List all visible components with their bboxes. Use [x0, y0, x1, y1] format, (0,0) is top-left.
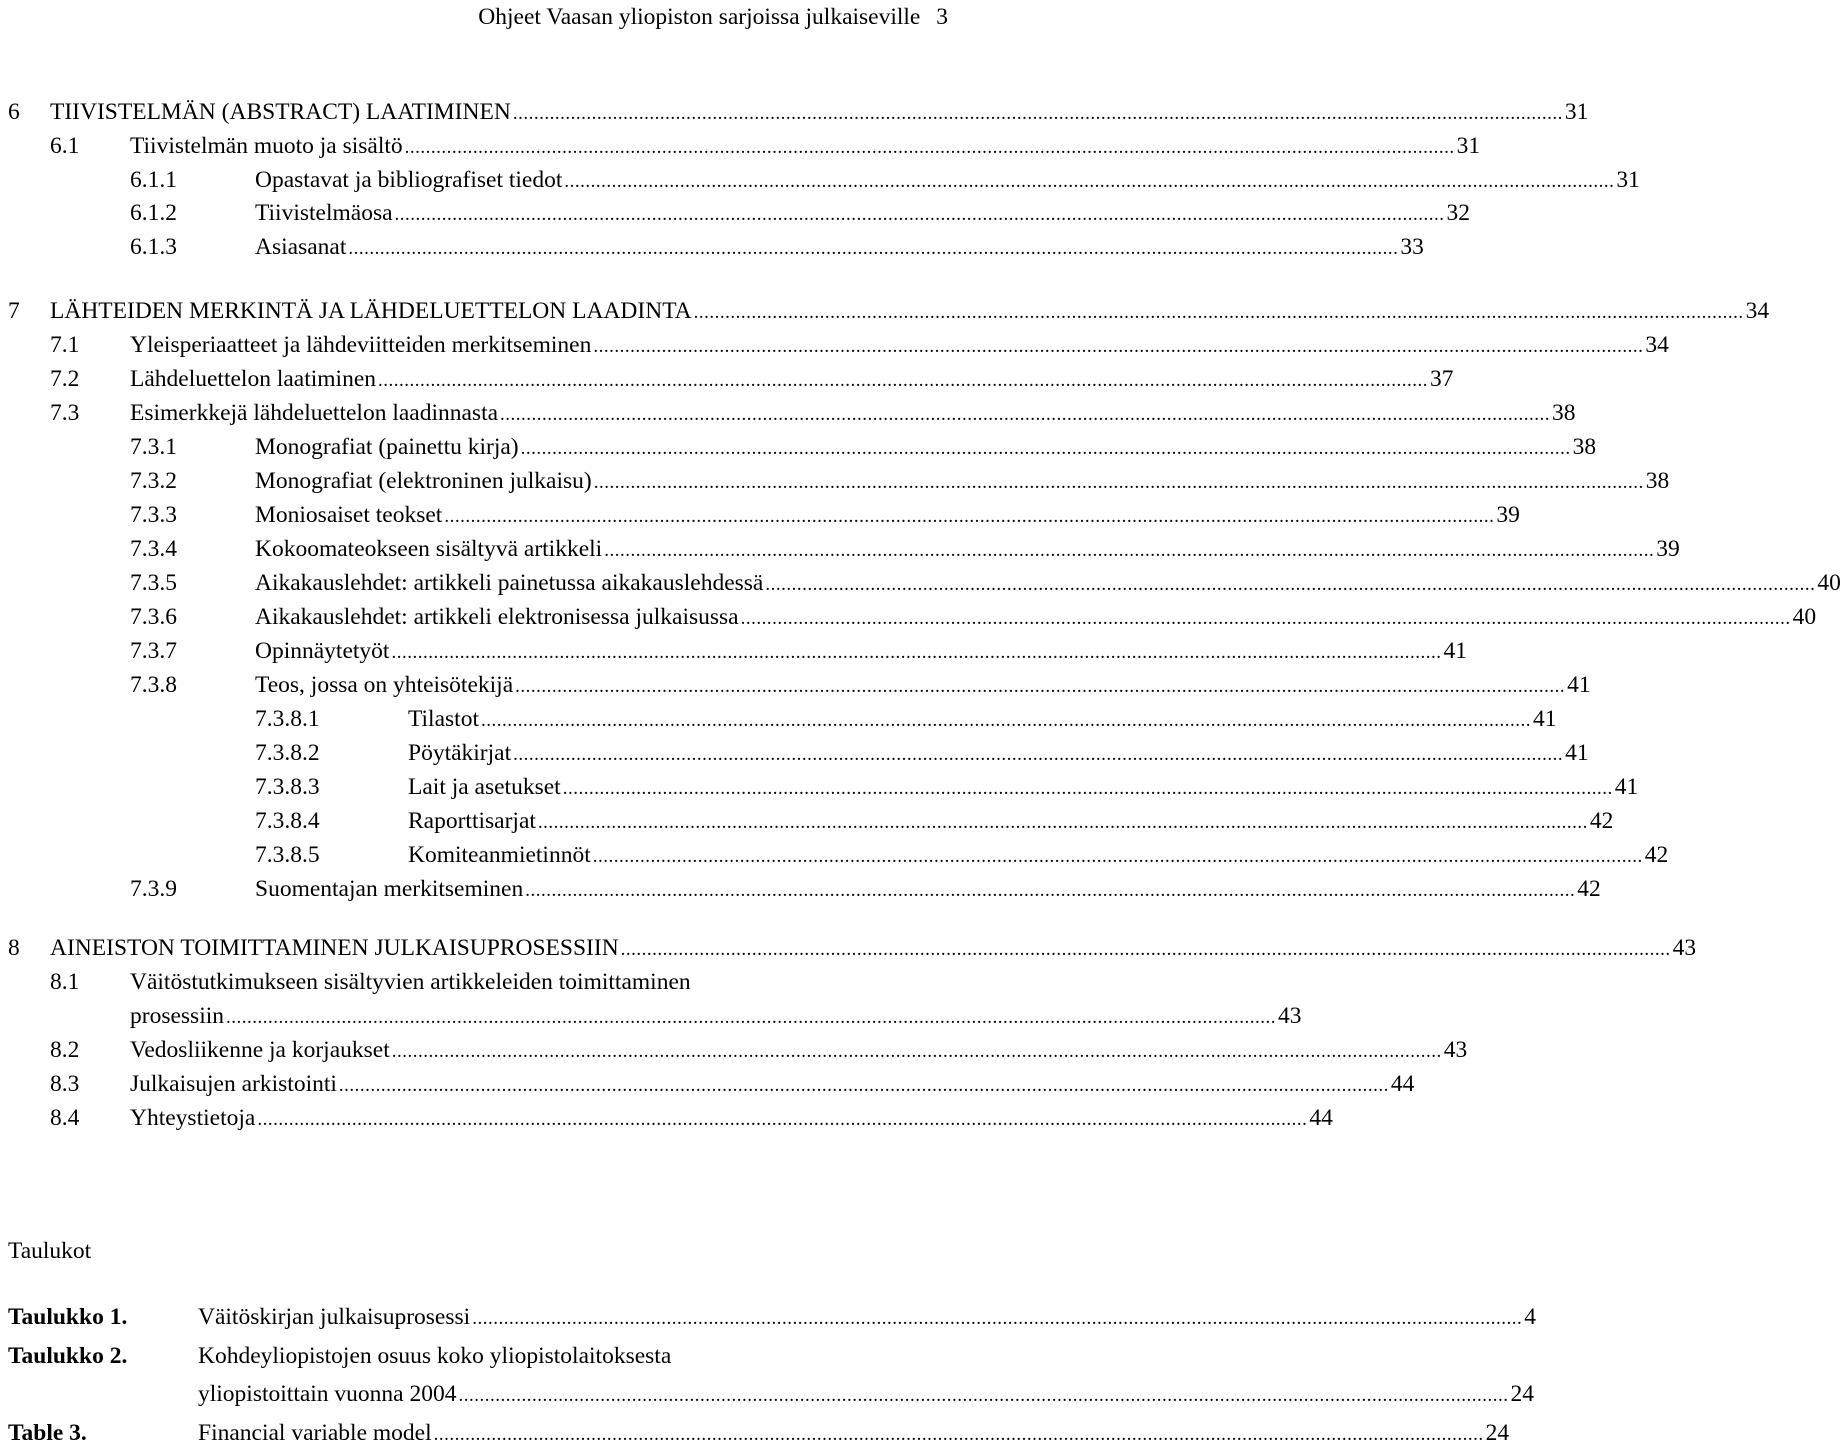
toc-page-number: 41 [1565, 740, 1589, 766]
toc-row[interactable] [0, 502, 1520, 532]
toc-page-number: 39 [1496, 502, 1520, 528]
table-list-row[interactable] [0, 1345, 960, 1373]
toc-title: Opinnäytetyöt [255, 638, 390, 664]
table-number: Taulukko 2. [8, 1343, 128, 1369]
toc-row[interactable] [0, 234, 1424, 264]
table-page-number: 4 [1524, 1304, 1536, 1330]
toc-page-number: 37 [1430, 366, 1454, 392]
dot-leader: ........................................................................................................................................................................................................ [740, 608, 1791, 629]
toc-number: 7.3.5 [130, 570, 177, 596]
toc-page-number: 34 [1745, 298, 1770, 324]
dot-leader: ........................................................................................................................................................................................................ [391, 1041, 1442, 1062]
dot-leader: ........................................................................................................................................................................................................ [257, 1109, 1308, 1130]
toc-title: Esimerkkejä lähdeluettelon laadinnasta [130, 400, 499, 426]
header-page-number: 3 [936, 4, 948, 30]
toc-number: 7 [8, 298, 20, 324]
toc-title: Raporttisarjat [408, 808, 536, 834]
toc-page-number: 31 [1616, 167, 1640, 193]
toc-page-number: 40 [1792, 604, 1817, 630]
toc-row[interactable] [0, 971, 960, 999]
toc-number: 7.3.1 [130, 434, 177, 460]
toc-page-number: 38 [1645, 468, 1670, 494]
tables-heading: Taulukot [8, 1238, 92, 1264]
running-header [478, 6, 948, 30]
table-title: yliopistoittain vuonna 2004 [198, 1381, 457, 1407]
table-list-row[interactable] [0, 1304, 1536, 1334]
dot-leader: ........................................................................................................................................................................................................ [472, 1308, 1523, 1329]
toc-title: Opastavat ja bibliografiset tiedot [255, 167, 563, 193]
toc-number: 6.1.3 [130, 234, 177, 260]
toc-title: Tilastot [408, 706, 479, 732]
toc-page-number: 33 [1400, 234, 1424, 260]
dot-leader: ........................................................................................................................................................................................................ [348, 238, 1399, 259]
toc-title: Vedosliikenne ja korjaukset [130, 1037, 390, 1063]
toc-page-number: 42 [1589, 808, 1614, 834]
dot-leader: ........................................................................................................................................................................................................ [537, 812, 1588, 833]
toc-title: Julkaisujen arkistointi [130, 1071, 337, 1097]
toc-title: Lait ja asetukset [408, 774, 561, 800]
toc-page-number: 44 [1390, 1071, 1415, 1097]
dot-leader: ........................................................................................................................................................................................................ [593, 336, 1644, 357]
toc-page-number: 39 [1656, 536, 1680, 562]
toc-row[interactable] [0, 672, 1591, 702]
dot-leader: ........................................................................................................................................................................................................ [500, 404, 1551, 425]
dot-leader: ........................................................................................................................................................................................................ [693, 302, 1744, 323]
toc-number: 8.1 [50, 969, 80, 995]
dot-leader: ........................................................................................................................................................................................................ [391, 642, 1442, 663]
dot-leader: ........................................................................................................................................................................................................ [620, 939, 1671, 960]
dot-leader: ........................................................................................................................................................................................................ [338, 1075, 1389, 1096]
dot-leader: ........................................................................................................................................................................................................ [525, 880, 1576, 901]
dot-leader: ........................................................................................................................................................................................................ [444, 506, 1495, 527]
toc-row[interactable] [0, 876, 1601, 906]
toc-number: 7.3.3 [130, 502, 177, 528]
toc-page-number: 31 [1456, 133, 1481, 159]
toc-number: 7.3 [50, 400, 80, 426]
toc-title: AINEISTON TOIMITTAMINEN JULKAISUPROSESSIIN [50, 935, 619, 961]
toc-title: Kokoomateokseen sisältyvä artikkeli [255, 536, 603, 562]
toc-row[interactable] [0, 808, 1614, 838]
toc-row[interactable] [0, 167, 1640, 197]
toc-page-number: 41 [1532, 706, 1557, 732]
toc-page-number: 41 [1614, 774, 1639, 800]
toc-title: Asiasanat [255, 234, 347, 260]
dot-leader: ........................................................................................................................................................................................................ [378, 370, 1429, 391]
table-number: Taulukko 1. [8, 1304, 128, 1330]
toc-title: prosessiin [130, 1003, 224, 1029]
toc-title: Tiivistelmän muoto ja sisältö [130, 133, 403, 159]
table-number: Table 3. [8, 1420, 87, 1446]
toc-title: Tiivistelmäosa [255, 200, 393, 226]
table-list-row[interactable] [0, 1381, 1534, 1411]
toc-row[interactable] [0, 332, 1669, 362]
toc-row[interactable] [0, 1003, 1302, 1033]
toc-number: 8.4 [50, 1105, 80, 1131]
toc-number: 7.3.6 [130, 604, 177, 630]
toc-number: 6.1 [50, 133, 80, 159]
toc-row[interactable] [0, 604, 1817, 634]
toc-number: 7.3.8 [130, 672, 177, 698]
toc-number: 8.2 [50, 1037, 80, 1063]
toc-number: 7.3.9 [130, 876, 177, 902]
toc-row[interactable] [0, 774, 1639, 804]
dot-leader: ........................................................................................................................................................................................................ [592, 846, 1643, 867]
toc-row[interactable] [0, 570, 1841, 600]
dot-leader: ........................................................................................................................................................................................................ [564, 171, 1615, 192]
table-page-number: 24 [1510, 1381, 1534, 1407]
table-title: Väitöskirjan julkaisuprosessi [198, 1304, 471, 1330]
dot-leader: ........................................................................................................................................................................................................ [515, 676, 1566, 697]
toc-title: Moniosaiset teokset [255, 502, 443, 528]
toc-row[interactable] [0, 536, 1680, 566]
toc-page-number: 41 [1567, 672, 1591, 698]
toc-number: 7.3.7 [130, 638, 177, 664]
table-list-row[interactable] [0, 1420, 1510, 1450]
toc-row[interactable] [0, 842, 1669, 872]
toc-title: Väitöstutkimukseen sisältyvien artikkeleiden toimittaminen [130, 969, 691, 995]
dot-leader: ........................................................................................................................................................................................................ [593, 472, 1644, 493]
toc-row[interactable] [0, 298, 1770, 328]
dot-leader: ........................................................................................................................................................................................................ [604, 540, 1655, 561]
dot-leader: ........................................................................................................................................................................................................ [226, 1007, 1276, 1028]
toc-title: Yleisperiaatteet ja lähdeviitteiden merkitseminen [130, 332, 592, 358]
toc-row[interactable] [0, 1071, 1415, 1101]
table-title: Kohdeyliopistojen osuus koko yliopistolaitoksesta [198, 1343, 672, 1369]
toc-page-number: 38 [1572, 434, 1597, 460]
dot-leader: ........................................................................................................................................................................................................ [562, 778, 1613, 799]
toc-row[interactable] [0, 133, 1481, 163]
toc-title: LÄHTEIDEN MERKINTÄ JA LÄHDELUETTELON LAADINTA [50, 298, 692, 324]
toc-title: Komiteanmietinnöt [408, 842, 591, 868]
table-page-number: 24 [1485, 1420, 1510, 1446]
toc-title: Aikakauslehdet: artikkeli elektronisessa julkaisussa [255, 604, 739, 630]
dot-leader: ........................................................................................................................................................................................................ [404, 137, 1455, 158]
toc-page-number: 44 [1309, 1105, 1333, 1131]
toc-page-number: 41 [1443, 638, 1467, 664]
toc-row[interactable] [0, 468, 1670, 498]
toc-row[interactable] [0, 366, 1454, 396]
toc-title: Aikakauslehdet: artikkeli painetussa aikakauslehdessä [255, 570, 764, 596]
toc-number: 7.3.8.2 [255, 740, 320, 766]
toc-row[interactable] [0, 400, 1576, 430]
running-title: Ohjeet Vaasan yliopiston sarjoissa julkaiseville [478, 4, 921, 30]
toc-page-number: 42 [1577, 876, 1601, 902]
toc-number: 7.3.4 [130, 536, 177, 562]
toc-title: Suomentajan merkitseminen [255, 876, 524, 902]
toc-page-number: 31 [1564, 99, 1589, 125]
dot-leader: ........................................................................................................................................................................................................ [512, 103, 1563, 124]
toc-row[interactable] [0, 1037, 1468, 1067]
toc-row[interactable] [0, 1105, 1333, 1135]
toc-row[interactable] [0, 706, 1557, 736]
toc-number: 8.3 [50, 1071, 80, 1097]
dot-leader: ........................................................................................................................................................................................................ [458, 1385, 1509, 1406]
toc-title: Teos, jossa on yhteisötekijä [255, 672, 514, 698]
toc-page-number: 38 [1552, 400, 1576, 426]
toc-number: 7.3.8.4 [255, 808, 320, 834]
toc-row[interactable] [0, 638, 1467, 668]
toc-title: Monografiat (elektroninen julkaisu) [255, 468, 592, 494]
toc-page-number: 34 [1645, 332, 1669, 358]
toc-title: TIIVISTELMÄN (ABSTRACT) LAATIMINEN [50, 99, 511, 125]
toc-number: 6.1.1 [130, 167, 177, 193]
toc-number: 8 [8, 935, 20, 961]
toc-row[interactable] [0, 99, 1589, 129]
toc-page-number: 42 [1644, 842, 1669, 868]
dot-leader: ........................................................................................................................................................................................................ [520, 438, 1571, 459]
dot-leader: ........................................................................................................................................................................................................ [513, 744, 1564, 765]
toc-number: 7.3.8.3 [255, 774, 320, 800]
toc-number: 6 [8, 99, 20, 125]
toc-page-number: 43 [1278, 1003, 1302, 1029]
toc-number: 7.3.8.5 [255, 842, 320, 868]
toc-number: 6.1.2 [130, 200, 177, 226]
dot-leader: ........................................................................................................................................................................................................ [394, 204, 1445, 225]
dot-leader: ........................................................................................................................................................................................................ [433, 1424, 1484, 1445]
toc-number: 7.2 [50, 366, 80, 392]
toc-number: 7.1 [50, 332, 80, 358]
toc-number: 7.3.2 [130, 468, 177, 494]
toc-title: Monografiat (painettu kirja) [255, 434, 519, 460]
table-title: Financial variable model [198, 1420, 432, 1446]
toc-number: 7.3.8.1 [255, 706, 320, 732]
dot-leader: ........................................................................................................................................................................................................ [765, 574, 1816, 595]
toc-row[interactable] [0, 200, 1471, 230]
toc-title: Lähdeluettelon laatiminen [130, 366, 377, 392]
toc-page-number: 43 [1443, 1037, 1468, 1063]
toc-row[interactable] [0, 935, 1697, 965]
toc-page-number: 43 [1672, 935, 1697, 961]
toc-title: Yhteystietoja [130, 1105, 256, 1131]
toc-row[interactable] [0, 740, 1589, 770]
toc-page-number: 40 [1817, 570, 1841, 596]
toc-page-number: 32 [1446, 200, 1471, 226]
dot-leader: ........................................................................................................................................................................................................ [480, 710, 1531, 731]
toc-title: Pöytäkirjat [408, 740, 512, 766]
toc-row[interactable] [0, 434, 1597, 464]
